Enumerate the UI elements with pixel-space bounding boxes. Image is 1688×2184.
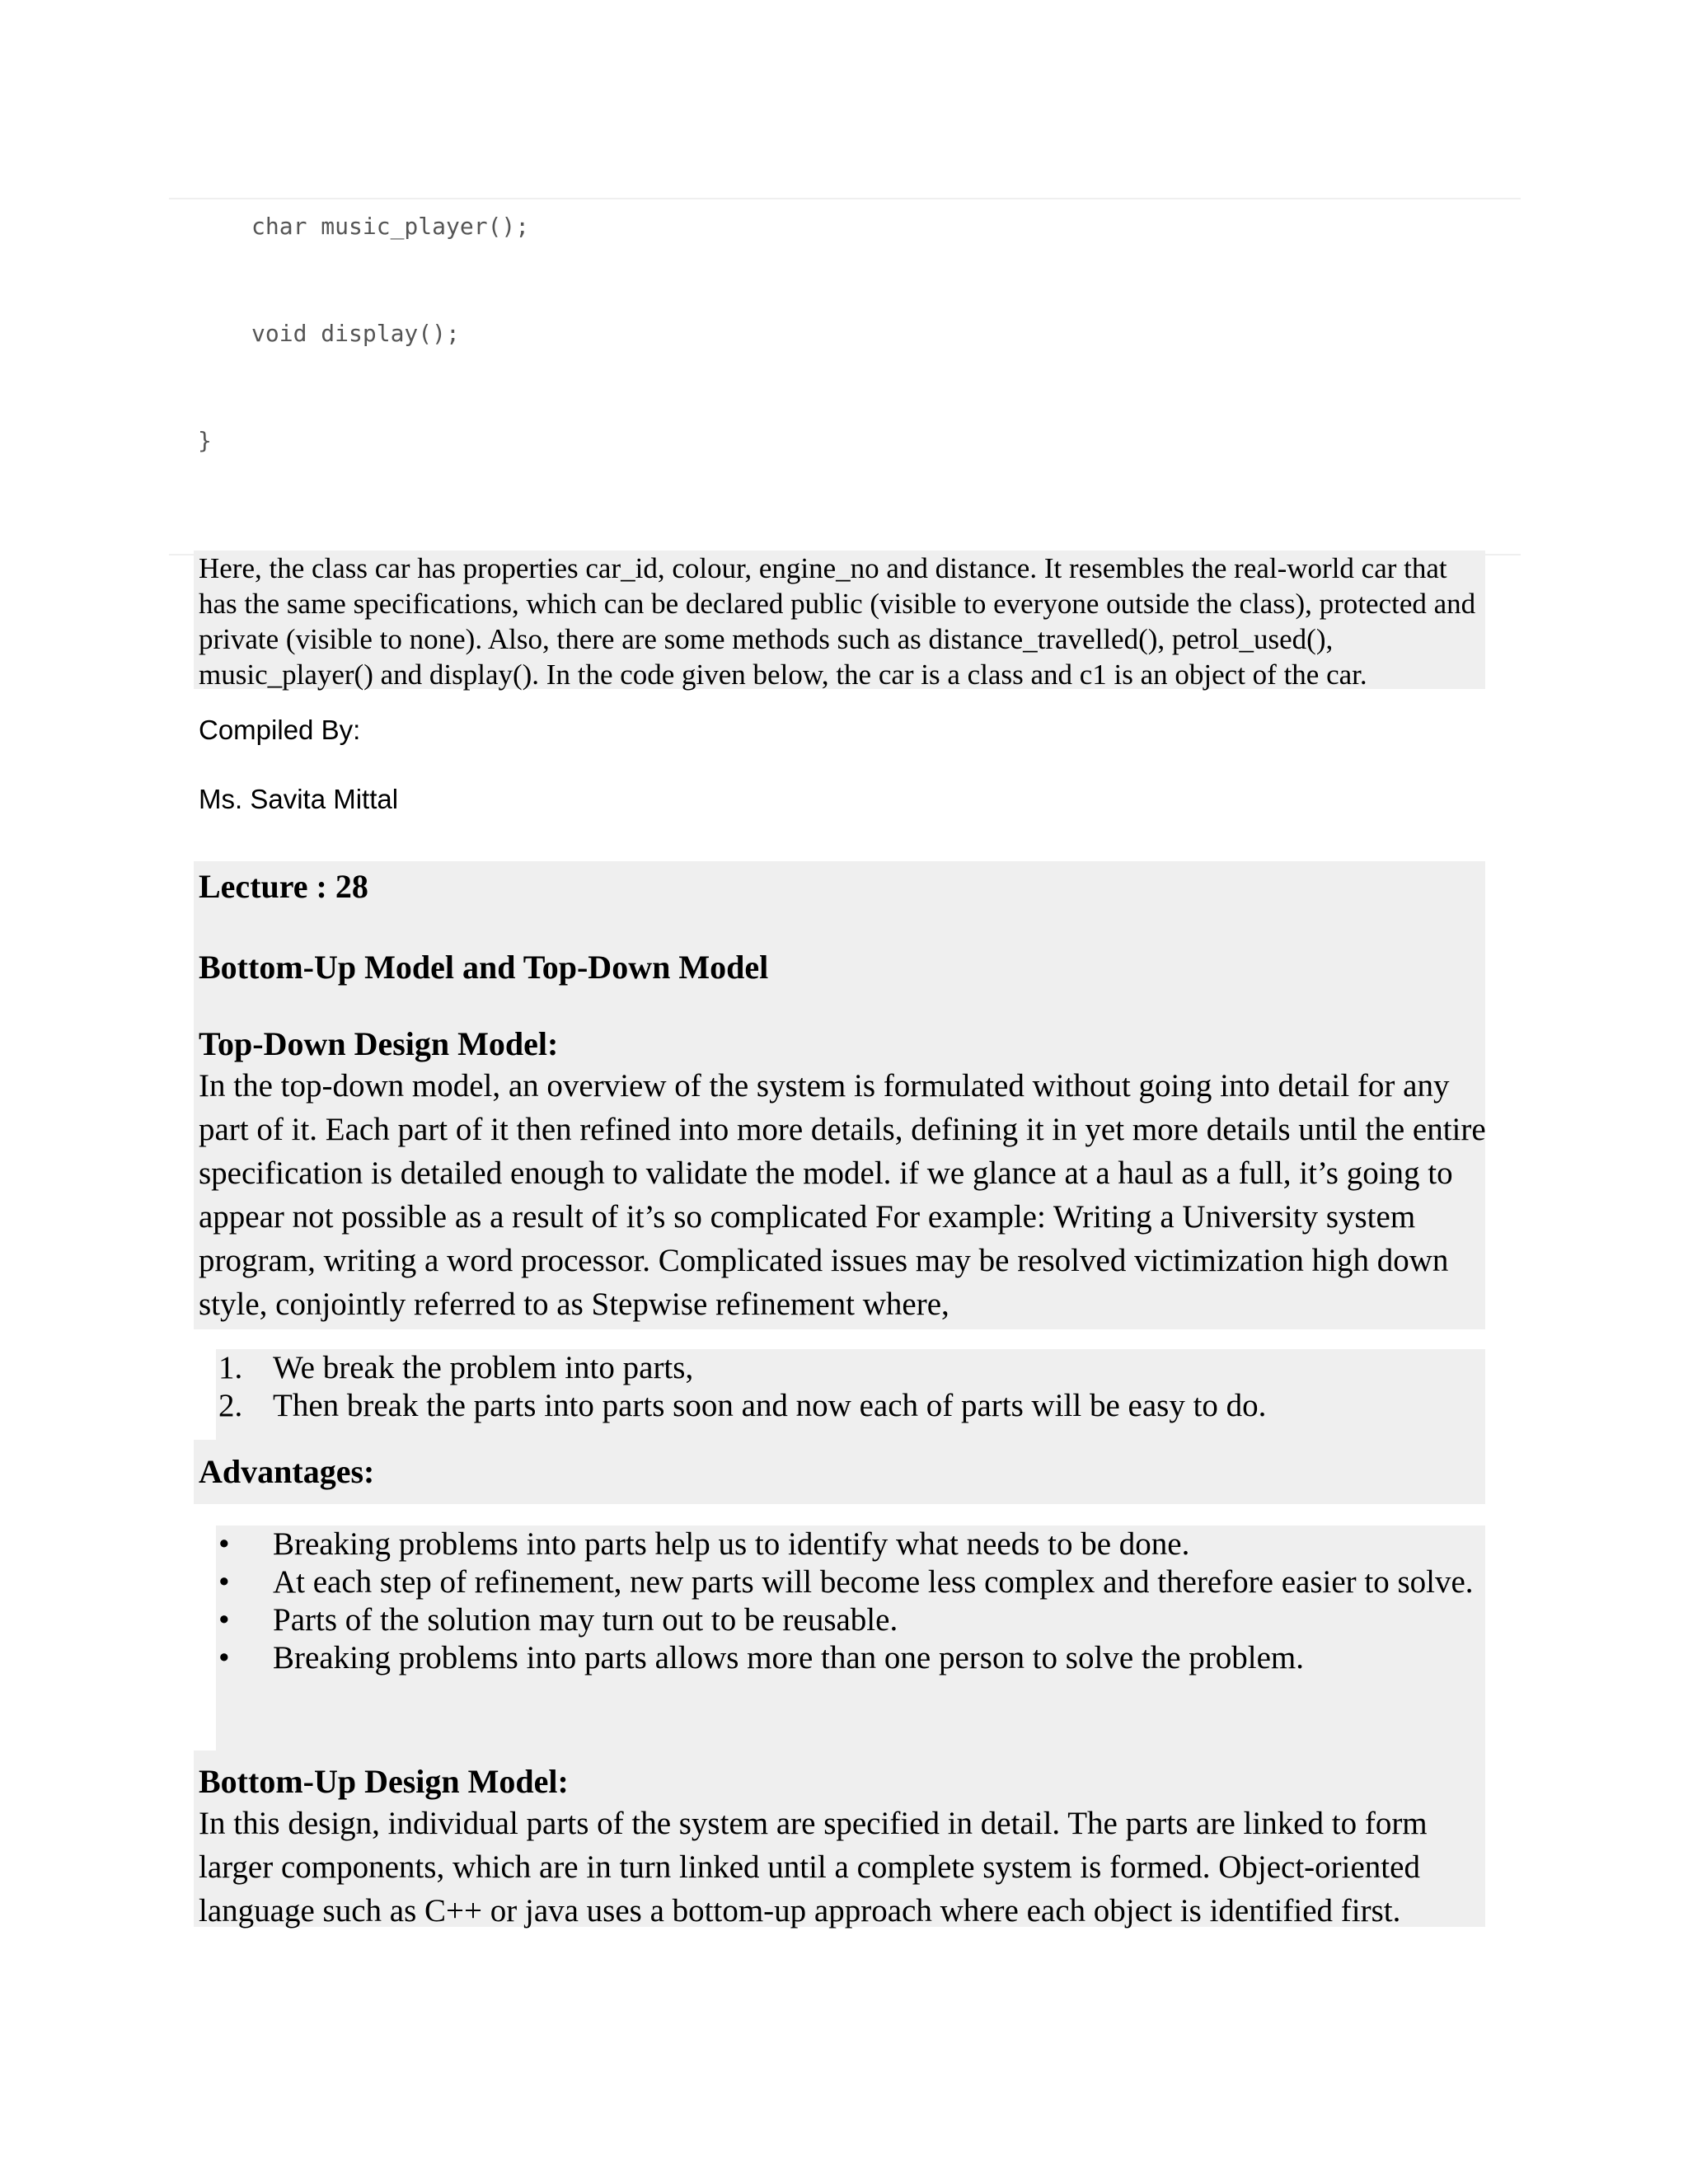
top-down-heading: Top-Down Design Model: (199, 1025, 559, 1062)
bullet-marker: • (218, 1564, 230, 1600)
lecture-title: Lecture : 28 (199, 868, 368, 905)
list-item-text: We break the problem into parts, (273, 1350, 694, 1385)
list-item (218, 1526, 1504, 1563)
lecture-subtitle: Bottom-Up Model and Top-Down Model (199, 949, 769, 986)
bullet-marker: • (218, 1526, 230, 1562)
list-item (218, 1563, 1504, 1601)
list-item-text: Breaking problems into parts help us to identify what needs to be done. (273, 1526, 1190, 1562)
code-line-closing-brace: } (198, 427, 212, 454)
list-item (218, 1601, 1504, 1639)
advantages-heading: Advantages: (199, 1453, 375, 1490)
list-item (218, 1387, 1504, 1425)
code-line-display: void display(); (251, 320, 460, 347)
list-item-text: Parts of the solution may turn out to be reusable. (273, 1602, 898, 1638)
advantages-heading-highlight (194, 1440, 1485, 1504)
list-marker: 1. (218, 1350, 243, 1385)
bottom-up-heading: Bottom-Up Design Model: (199, 1763, 569, 1800)
list-item-text: Then break the parts into parts soon and now each of parts will be easy to do. (273, 1388, 1267, 1423)
list-item (218, 1639, 1504, 1677)
list-marker: 2. (218, 1388, 243, 1423)
bottom-up-paragraph: In this design, individual parts of the system are specified in detail. The parts are linked to form larger components, which are in turn linked until a complete system is formed. Object-oriented language such as C++ or java uses a bottom-up approach where each object is identified first. (199, 1806, 1428, 1929)
top-down-paragraph: In the top-down model, an overview of the system is formulated without going into detail for any part of it. Each part of it then refined into more details, defining it in yet more details until the entire specification is detailed enough to validate the model. if we glance at a haul as a full, it’s going to appear not possible as a result of it’s so complicated For example: Writing a University system program, writing a word processor. Complicated issues may be resolved victimization high down style, conjointly referred to as Stepwise refinement where, (199, 1068, 1486, 1322)
list-item-text: Breaking problems into parts allows more than one person to solve the problem. (273, 1640, 1304, 1675)
advantages-list (218, 1526, 1504, 1677)
top-down-steps (218, 1349, 1504, 1425)
list-item (218, 1349, 1504, 1387)
compiled-by-label: Compiled By: (199, 715, 361, 745)
code-block (169, 198, 1521, 555)
intro-paragraph: Here, the class car has properties car_id, colour, engine_no and distance. It resembles the real-world car that has the same specifications, which can be declared public (visible to everyone outside the class), protected and private (visible to none). Also, there are some methods such as distance_travelled(), petrol_used(), music_player() and display(). In the code given below, the car is a class and c1 is an object of the car. (199, 552, 1476, 691)
code-line-music-player: char music_player(); (251, 213, 530, 240)
compiled-by-name: Ms. Savita Mittal (199, 784, 399, 814)
list-item-text: At each step of refinement, new parts will become less complex and therefore easier to solve. (273, 1564, 1474, 1600)
bullet-marker: • (218, 1640, 230, 1675)
bullet-marker: • (218, 1602, 230, 1638)
